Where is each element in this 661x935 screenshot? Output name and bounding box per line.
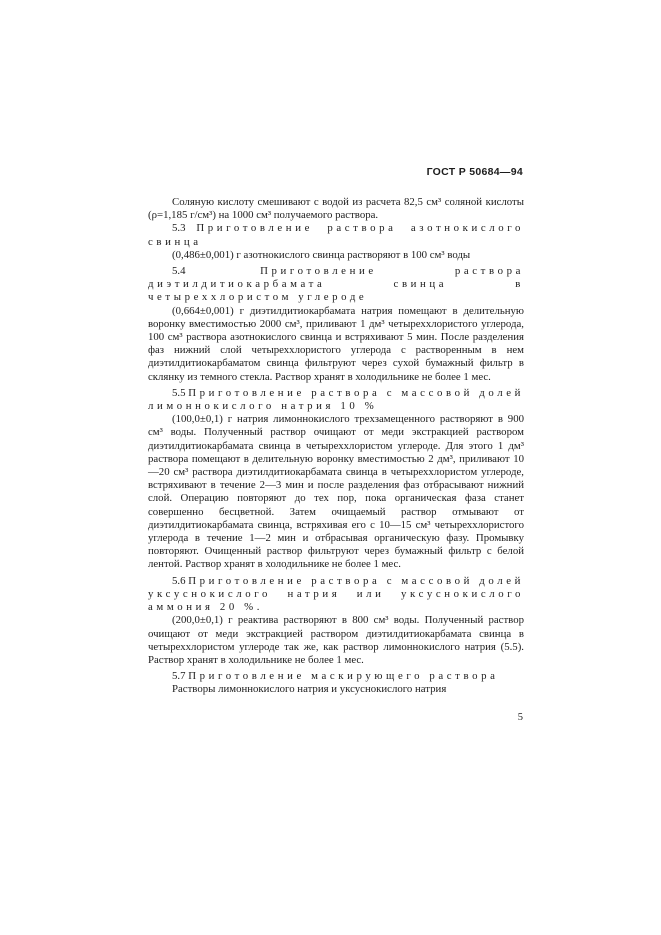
- paragraph-5-3: (0,486±0,001) г азотнокислого свинца растворяют в 100 см³ воды: [172, 248, 471, 261]
- section-5-7-title: Приготовление маскирующего раствора: [188, 670, 499, 683]
- section-5-6-title: Приготовление раствора с массовой долей уксуснокислого натрия или уксуснокислого аммония 20 %.: [148, 574, 525, 614]
- section-5-7-number: 5.7: [172, 670, 186, 683]
- section-5-6-heading: [148, 575, 524, 615]
- section-5-5-number: 5.5: [172, 386, 186, 399]
- paragraph-5-5: (100,0±0,1) г натрия лимоннокислого трехзамещенного растворяют в 900 см³ воды. Полученный раствор очищают от меди экстракцией раствором диэтилдитиокарбамата свинца в четыреххлористом углероде. Для этого 1 дм³ раствора помещают в делительную воронку вместимостью 2 дм³, приливают 10—20 см³ раствора диэтилдитиокарбамата свинца в четыреххлористом углероде, встряхивают в течение 2—3 мин и после разделения фаз отбрасывают нижний слой. Операцию повторяют до тех пор, пока органическая фаза станет совершенно бесцветной. Затем очищаемый раствор отмывают от диэтилдитиокарбамата свинца, встряхивая его с 10—15 см³ четыреххлористого углерода в течение 1—2 мин и отбрасывая органическую фазу. Промывку повторяют. Очищенный раствор фильтруют через бумажный фильтр с белой лентой. Раствор хранят в холодильнике не более 1 мес.: [148, 413, 524, 571]
- paragraph-5-4: (0,664±0,001) г диэтилдитиокарбамата натрия помещают в делительную воронку вместимостью 2000 см³, приливают 1 дм³ четыреххлористого углерода, 100 см³ раствора азотнокислого свинца и встряхивают 5 мин. После разделения фаз нижний слой четыреххлористого углерода с растворенным в нем диэтилдитиокарбаматом свинца фильтруют через сухой бумажный фильтр в склянку из темного стекла. Раствор хранят в холодильнике не более 1 мес.: [148, 304, 524, 383]
- section-5-7-heading: [148, 670, 524, 683]
- paragraph-hcl: Соляную кислоту смешивают с водой из расчета 82,5 см³ соляной кислоты (ρ=1,185 г/см³) на 1000 см³ получаемого раствора.: [148, 196, 524, 222]
- standard-id-header: ГОСТ Р 50684—94: [426, 166, 523, 178]
- section-5-6-number: 5.6: [172, 574, 186, 587]
- paragraph-5-7: Растворы лимоннокислого натрия и уксуснокислого натрия: [172, 683, 447, 696]
- paragraph-5-6: (200,0±0,1) г реактива растворяют в 800 см³ воды. Полученный раствор очищают от меди экстракцией раствором диэтилдитиокарбамата свинца в четыреххлористом углероде так же, как раствор лимоннокислого натрия (5.5). Раствор хранят в холодильнике не более 1 мес.: [148, 614, 524, 666]
- section-5-5-heading: [148, 387, 524, 413]
- section-5-4-heading: [148, 265, 524, 305]
- document-body: [148, 196, 524, 697]
- section-5-3-heading: [148, 222, 524, 248]
- section-5-4-number: 5.4: [172, 265, 186, 278]
- section-5-3-title: Приготовление раствора азотнокислого свинца: [148, 222, 524, 248]
- page-number: 5: [517, 712, 523, 723]
- section-5-4-title: Приготовление раствора диэтилдитиокарбамата свинца в четыреххлористом углероде: [148, 265, 525, 304]
- section-5-3-number: 5.3: [172, 222, 186, 235]
- section-5-5-title: Приготовление раствора с массовой долей лимоннокислого натрия 10 %: [148, 386, 525, 413]
